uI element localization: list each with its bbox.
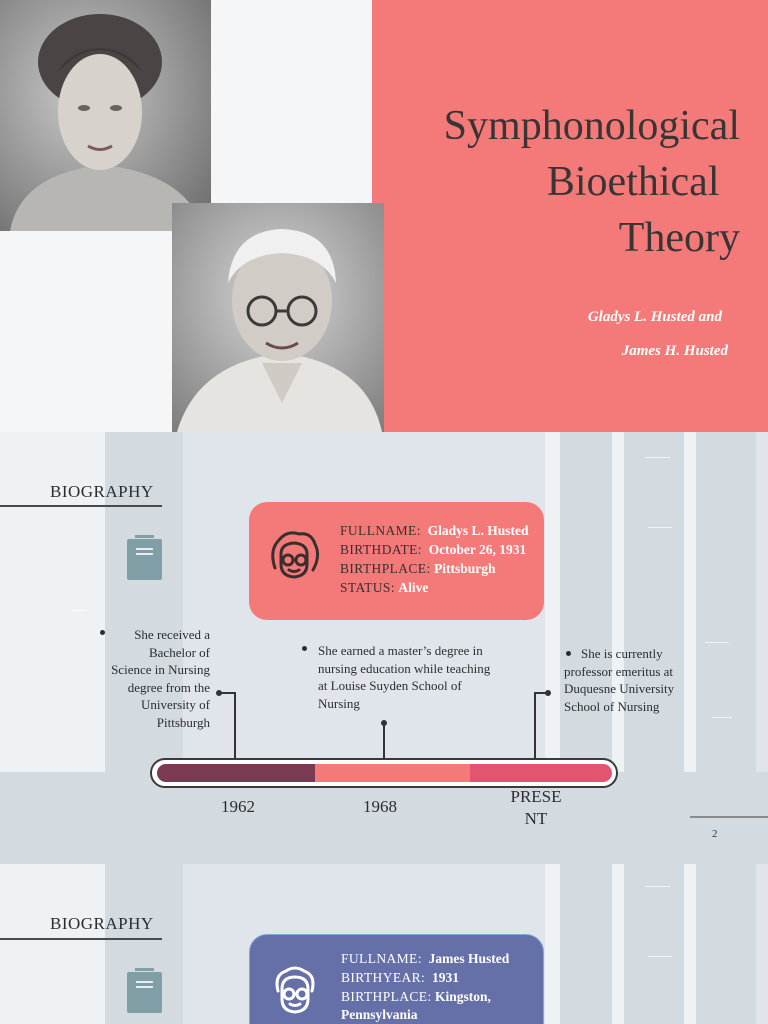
info-label: FULLNAME: xyxy=(340,523,421,538)
connector-line xyxy=(534,692,548,694)
info-card xyxy=(249,502,544,620)
info-row xyxy=(340,579,540,598)
info-card xyxy=(249,934,544,1024)
connector-line xyxy=(234,692,236,762)
timeline-year: 1968 xyxy=(363,797,397,816)
background-column xyxy=(624,864,684,1024)
info-row xyxy=(340,560,540,579)
timeline-segment-1962 xyxy=(157,764,315,782)
background-column xyxy=(0,864,105,1024)
decor-dash xyxy=(648,956,672,957)
portrait-photo-james xyxy=(172,203,384,432)
document-icon xyxy=(127,535,162,580)
grandfather-icon xyxy=(268,963,322,1017)
decor-dash xyxy=(705,642,729,643)
background-column xyxy=(545,864,560,1024)
info-value: October 26, 1931 xyxy=(428,542,527,557)
info-row xyxy=(340,541,540,560)
title-slide xyxy=(0,0,768,432)
info-label: BIRTHYEAR: xyxy=(341,970,426,985)
background-column xyxy=(696,864,756,1024)
decor-dash xyxy=(712,717,732,718)
section-title: BIOGRAPHY xyxy=(50,482,154,501)
bullet-text: She received a Bachelor of Science in Nursing degree from the University of Pittsburgh xyxy=(111,627,210,730)
timeline-year: 1962 xyxy=(221,797,255,816)
grandmother-icon xyxy=(267,528,321,582)
portrait-photo-gladys xyxy=(0,0,211,231)
decor-dash xyxy=(645,457,670,458)
info-label: BIRTHPLACE: xyxy=(340,561,431,576)
info-label: BIRTHPLACE: xyxy=(341,989,432,1004)
info-row xyxy=(341,988,541,1024)
info-row xyxy=(340,522,540,541)
info-value: Kingston, Pennsylvania xyxy=(341,989,491,1022)
info-value: Pittsburgh xyxy=(433,561,496,576)
bullet-dot xyxy=(302,646,307,651)
connector-line xyxy=(383,722,385,762)
author-line: Gladys L. Husted and xyxy=(587,309,722,325)
section-underline xyxy=(0,938,162,940)
timeline-segment-1968 xyxy=(315,764,470,782)
info-value: 1931 xyxy=(431,970,459,985)
bullet-dot xyxy=(100,630,105,635)
title-line: Theory xyxy=(618,215,740,261)
author-line: James H. Husted xyxy=(621,343,728,359)
section-underline xyxy=(0,505,162,507)
decor-dash xyxy=(72,610,86,611)
biography-slide xyxy=(0,432,768,864)
footer-rule xyxy=(690,816,768,818)
info-value: James Husted xyxy=(428,951,510,966)
title-line: Symphonological xyxy=(443,103,740,149)
info-label: BIRTHDATE: xyxy=(340,542,422,557)
info-value: Gladys L. Husted xyxy=(427,523,529,538)
biography-slide xyxy=(0,864,768,1024)
page-number: 2 xyxy=(712,828,718,840)
timeline-bar xyxy=(150,758,618,788)
connector-line xyxy=(534,692,536,762)
info-label: STATUS: xyxy=(340,580,395,595)
decor-dash xyxy=(648,527,672,528)
info-row xyxy=(341,969,541,988)
info-details xyxy=(340,522,540,598)
background-column xyxy=(612,864,624,1024)
connector-line xyxy=(219,692,235,694)
info-label: FULLNAME: xyxy=(341,951,422,966)
decor-dash xyxy=(645,886,670,887)
title-line: Bioethical xyxy=(546,159,730,205)
presentation-title xyxy=(380,98,740,266)
bullet-text: She earned a master’s degree in nursing education while teaching at Louise Suyden School of Nursing xyxy=(318,643,491,711)
timeline-year: PRESE NT xyxy=(510,787,562,828)
background-column xyxy=(560,864,612,1024)
info-value: Alive xyxy=(398,580,429,595)
timeline-segment-present xyxy=(470,764,612,782)
background-column xyxy=(684,864,696,1024)
section-title: BIOGRAPHY xyxy=(50,914,154,933)
bullet-text: She is currently professor emeritus at Duquesne University School of Nursing xyxy=(564,646,675,714)
info-row xyxy=(341,950,541,969)
document-icon xyxy=(127,968,162,1013)
info-details xyxy=(341,950,541,1024)
